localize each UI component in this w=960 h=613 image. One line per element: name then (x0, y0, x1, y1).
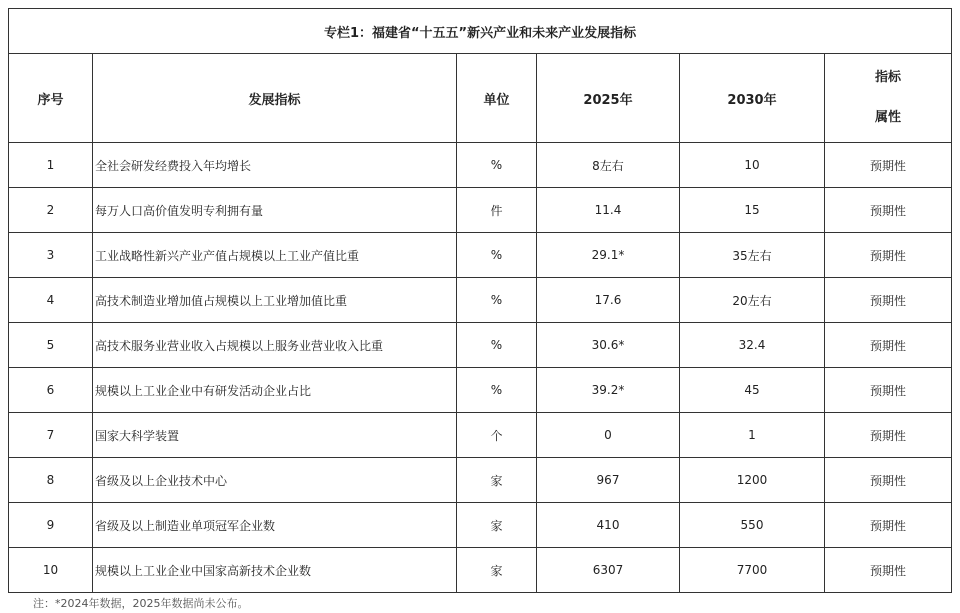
cell-no: 6 (9, 368, 93, 413)
cell-no: 5 (9, 323, 93, 368)
cell-2030: 550 (680, 503, 825, 548)
header-unit: 单位 (457, 54, 537, 143)
header-2030: 2030年 (680, 54, 825, 143)
cell-unit: % (457, 233, 537, 278)
cell-no: 4 (9, 278, 93, 323)
cell-2030: 1200 (680, 458, 825, 503)
header-indicator: 发展指标 (93, 54, 457, 143)
table-row (9, 188, 952, 233)
cell-attribute: 预期性 (825, 503, 952, 548)
cell-2025: 29.1* (537, 233, 680, 278)
header-no: 序号 (9, 54, 93, 143)
table-row (9, 278, 952, 323)
cell-2030: 35左右 (680, 233, 825, 278)
header-attribute (825, 54, 952, 143)
cell-indicator: 每万人口高价值发明专利拥有量 (93, 188, 457, 233)
cell-indicator: 全社会研发经费投入年均增长 (93, 143, 457, 188)
cell-unit: 家 (457, 503, 537, 548)
table-body (9, 143, 952, 593)
cell-attribute: 预期性 (825, 548, 952, 593)
cell-indicator: 高技术制造业增加值占规模以上工业增加值比重 (93, 278, 457, 323)
cell-2030: 20左右 (680, 278, 825, 323)
footnote: 注：*2024年数据，2025年数据尚未公布。 (33, 597, 249, 610)
cell-2030: 7700 (680, 548, 825, 593)
cell-2030: 10 (680, 143, 825, 188)
cell-unit: % (457, 323, 537, 368)
table-row (9, 548, 952, 593)
cell-no: 3 (9, 233, 93, 278)
cell-unit: % (457, 368, 537, 413)
cell-no: 10 (9, 548, 93, 593)
cell-2030: 32.4 (680, 323, 825, 368)
cell-attribute: 预期性 (825, 278, 952, 323)
cell-no: 8 (9, 458, 93, 503)
cell-attribute: 预期性 (825, 458, 952, 503)
table-row (9, 368, 952, 413)
cell-2025: 967 (537, 458, 680, 503)
header-row (9, 54, 952, 143)
cell-unit: 个 (457, 413, 537, 458)
cell-unit: % (457, 143, 537, 188)
cell-2025: 30.6* (537, 323, 680, 368)
table-row (9, 233, 952, 278)
cell-2030: 15 (680, 188, 825, 233)
cell-2025: 410 (537, 503, 680, 548)
cell-2030: 1 (680, 413, 825, 458)
table-row (9, 323, 952, 368)
header-attribute-line2: 属性 (875, 110, 902, 125)
cell-2025: 0 (537, 413, 680, 458)
cell-indicator: 国家大科学装置 (93, 413, 457, 458)
table-row (9, 503, 952, 548)
cell-attribute: 预期性 (825, 413, 952, 458)
cell-unit: 件 (457, 188, 537, 233)
cell-attribute: 预期性 (825, 233, 952, 278)
cell-2025: 6307 (537, 548, 680, 593)
cell-indicator: 省级及以上企业技术中心 (93, 458, 457, 503)
cell-attribute: 预期性 (825, 143, 952, 188)
header-attribute-line1: 指标 (875, 70, 902, 85)
table-row (9, 413, 952, 458)
table-row (9, 458, 952, 503)
cell-attribute: 预期性 (825, 188, 952, 233)
cell-attribute: 预期性 (825, 323, 952, 368)
cell-attribute: 预期性 (825, 368, 952, 413)
cell-no: 2 (9, 188, 93, 233)
table-row (9, 143, 952, 188)
cell-2025: 39.2* (537, 368, 680, 413)
cell-2025: 8左右 (537, 143, 680, 188)
cell-2025: 17.6 (537, 278, 680, 323)
cell-no: 7 (9, 413, 93, 458)
cell-unit: % (457, 278, 537, 323)
cell-indicator: 省级及以上制造业单项冠军企业数 (93, 503, 457, 548)
cell-no: 9 (9, 503, 93, 548)
indicator-table-container (8, 8, 951, 593)
cell-indicator: 规模以上工业企业中有研发活动企业占比 (93, 368, 457, 413)
table-title: 专栏1：福建省“十五五”新兴产业和未来产业发展指标 (9, 9, 952, 54)
cell-2030: 45 (680, 368, 825, 413)
cell-unit: 家 (457, 458, 537, 503)
cell-indicator: 高技术服务业营业收入占规模以上服务业营业收入比重 (93, 323, 457, 368)
cell-indicator: 规模以上工业企业中国家高新技术企业数 (93, 548, 457, 593)
indicator-table (8, 8, 952, 593)
cell-unit: 家 (457, 548, 537, 593)
header-2025: 2025年 (537, 54, 680, 143)
cell-no: 1 (9, 143, 93, 188)
cell-indicator: 工业战略性新兴产业产值占规模以上工业产值比重 (93, 233, 457, 278)
cell-2025: 11.4 (537, 188, 680, 233)
